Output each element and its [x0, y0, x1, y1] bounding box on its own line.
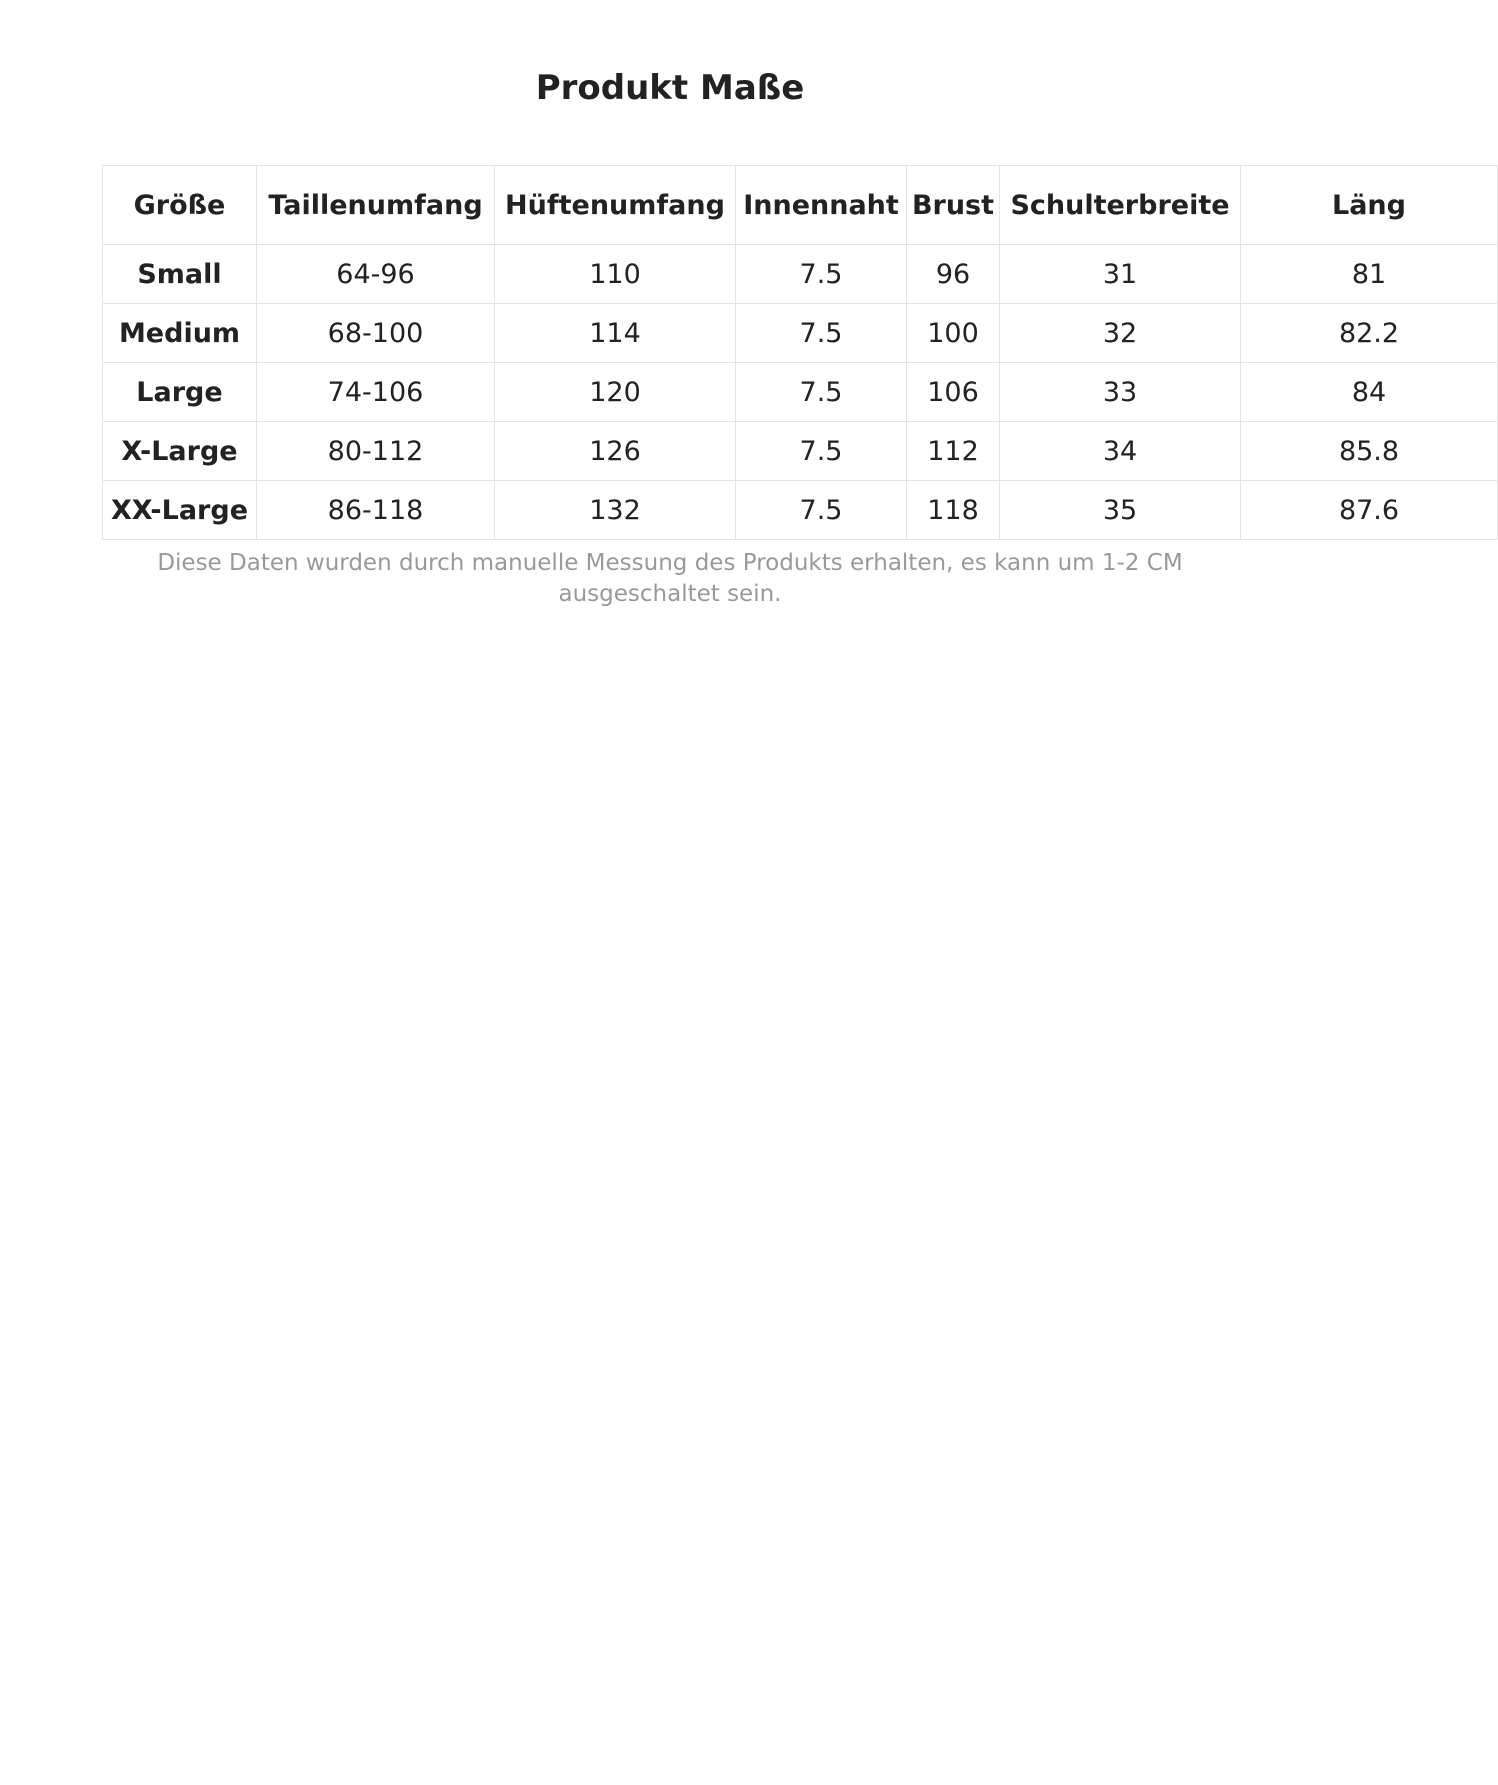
- shoulder-cell: 31: [1000, 245, 1241, 304]
- hip-cell: 114: [495, 304, 736, 363]
- measurement-note: Diese Daten wurden durch manuelle Messung des Produkts erhalten, es kann um 1-2 CM ausgeschaltet sein.: [157, 550, 1183, 607]
- shoulder-cell: 33: [1000, 363, 1241, 422]
- size-label: Small: [103, 245, 257, 304]
- shoulder-cell: 34: [1000, 422, 1241, 481]
- size-label: Medium: [103, 304, 257, 363]
- chest-cell: 112: [907, 422, 1000, 481]
- hip-cell: 132: [495, 481, 736, 540]
- chest-cell: 118: [907, 481, 1000, 540]
- size-label: Large: [103, 363, 257, 422]
- waist-cell: 74-106: [257, 363, 495, 422]
- size-table: [102, 165, 1498, 540]
- hip-cell: 126: [495, 422, 736, 481]
- waist-cell: 64-96: [257, 245, 495, 304]
- column-header-chest: Brust: [907, 166, 1000, 245]
- length-cell: 81: [1241, 245, 1498, 304]
- column-header-waist: Taillenumfang: [257, 166, 495, 245]
- inseam-cell: 7.5: [736, 422, 907, 481]
- shoulder-cell: 35: [1000, 481, 1241, 540]
- inseam-cell: 7.5: [736, 245, 907, 304]
- waist-cell: 68-100: [257, 304, 495, 363]
- table-row: [103, 481, 1498, 540]
- column-header-shoulder: Schulterbreite: [1000, 166, 1241, 245]
- table-header-row: [103, 166, 1498, 245]
- waist-cell: 80-112: [257, 422, 495, 481]
- hip-cell: 120: [495, 363, 736, 422]
- table-row: [103, 245, 1498, 304]
- chest-cell: 106: [907, 363, 1000, 422]
- size-table-container: [102, 165, 1406, 540]
- shoulder-cell: 32: [1000, 304, 1241, 363]
- length-cell: 85.8: [1241, 422, 1498, 481]
- table-row: [103, 422, 1498, 481]
- table-row: [103, 304, 1498, 363]
- column-header-inseam: Innennaht: [736, 166, 907, 245]
- chest-cell: 96: [907, 245, 1000, 304]
- page-title: Produkt Maße: [535, 68, 805, 108]
- size-label: X-Large: [103, 422, 257, 481]
- length-cell: 87.6: [1241, 481, 1498, 540]
- inseam-cell: 7.5: [736, 481, 907, 540]
- column-header-size: Größe: [103, 166, 257, 245]
- chest-cell: 100: [907, 304, 1000, 363]
- length-cell: 82.2: [1241, 304, 1498, 363]
- waist-cell: 86-118: [257, 481, 495, 540]
- inseam-cell: 7.5: [736, 304, 907, 363]
- size-label: XX-Large: [103, 481, 257, 540]
- inseam-cell: 7.5: [736, 363, 907, 422]
- hip-cell: 110: [495, 245, 736, 304]
- table-row: [103, 363, 1498, 422]
- length-cell: 84: [1241, 363, 1498, 422]
- column-header-hip: Hüftenumfang: [495, 166, 736, 245]
- column-header-length: Läng: [1241, 166, 1498, 245]
